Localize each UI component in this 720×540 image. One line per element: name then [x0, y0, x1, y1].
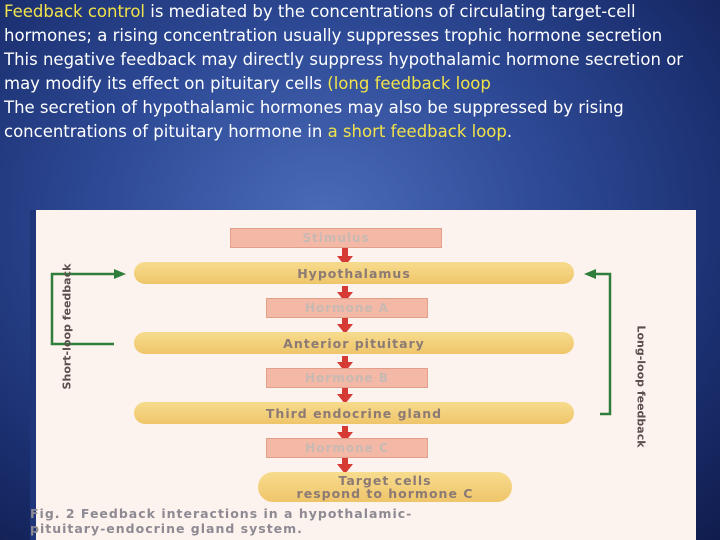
hormone-a-box: Hormone A	[266, 298, 428, 318]
highlight-long-feedback-loop: (long feedback loop	[327, 74, 491, 93]
target-cells-box	[258, 472, 512, 502]
highlight-short-feedback-loop: a short feedback loop	[327, 122, 507, 141]
paragraph-3-text: The secretion of hypothalamic hormones may also be suppressed by rising concentrations of pituitary hormone in	[4, 98, 624, 141]
arrow-7	[342, 458, 348, 466]
highlight-feedback-control: Feedback control	[4, 2, 146, 21]
stimulus-box: Stimulus	[230, 228, 442, 248]
anterior-pituitary-box: Anterior pituitary	[134, 332, 574, 354]
caption-line-1: Fig. 2 Feedback interactions in a hypothalamic-	[30, 506, 413, 521]
third-endocrine-gland-box: Third endocrine gland	[134, 402, 574, 424]
arrow-4	[342, 356, 348, 364]
hormone-b-box: Hormone B	[266, 368, 428, 388]
arrow-3	[342, 318, 348, 326]
target-cells-line-2: respond to hormone C	[296, 486, 474, 501]
long-loop-feedback-label: Long-loop feedback	[634, 325, 648, 448]
paragraph-feedback-control	[4, 0, 704, 48]
arrow-5	[342, 388, 348, 396]
body-text	[4, 0, 704, 144]
long-loop-line	[596, 274, 610, 414]
paragraph-1-text: is mediated by the concentrations of circulating target-cell hormones; a rising concentration usually suppresses trophic hormone secretion	[4, 2, 663, 45]
short-loop-feedback-label: Short-loop feedback	[60, 263, 74, 390]
figure-caption	[30, 506, 696, 536]
paragraph-3-end: .	[506, 122, 513, 141]
arrow-6	[342, 426, 348, 434]
caption-line-2: pituitary-endocrine gland system.	[30, 521, 303, 536]
paragraph-2-text: This negative feedback may directly suppress hypothalamic hormone secretion or may modify its effect on pituitary cells	[4, 50, 684, 93]
long-loop-arrowhead	[584, 269, 596, 279]
hypothalamus-box: Hypothalamus	[134, 262, 574, 284]
paragraph-negative-feedback	[4, 48, 704, 96]
arrow-1	[342, 248, 348, 258]
arrow-2	[342, 286, 348, 294]
paragraph-short-loop	[4, 96, 704, 144]
short-loop-arrowhead	[114, 269, 126, 279]
feedback-diagram-figure	[30, 210, 696, 540]
target-cells-line-1: Target cells	[338, 473, 432, 488]
hormone-c-box: Hormone C	[266, 438, 428, 458]
